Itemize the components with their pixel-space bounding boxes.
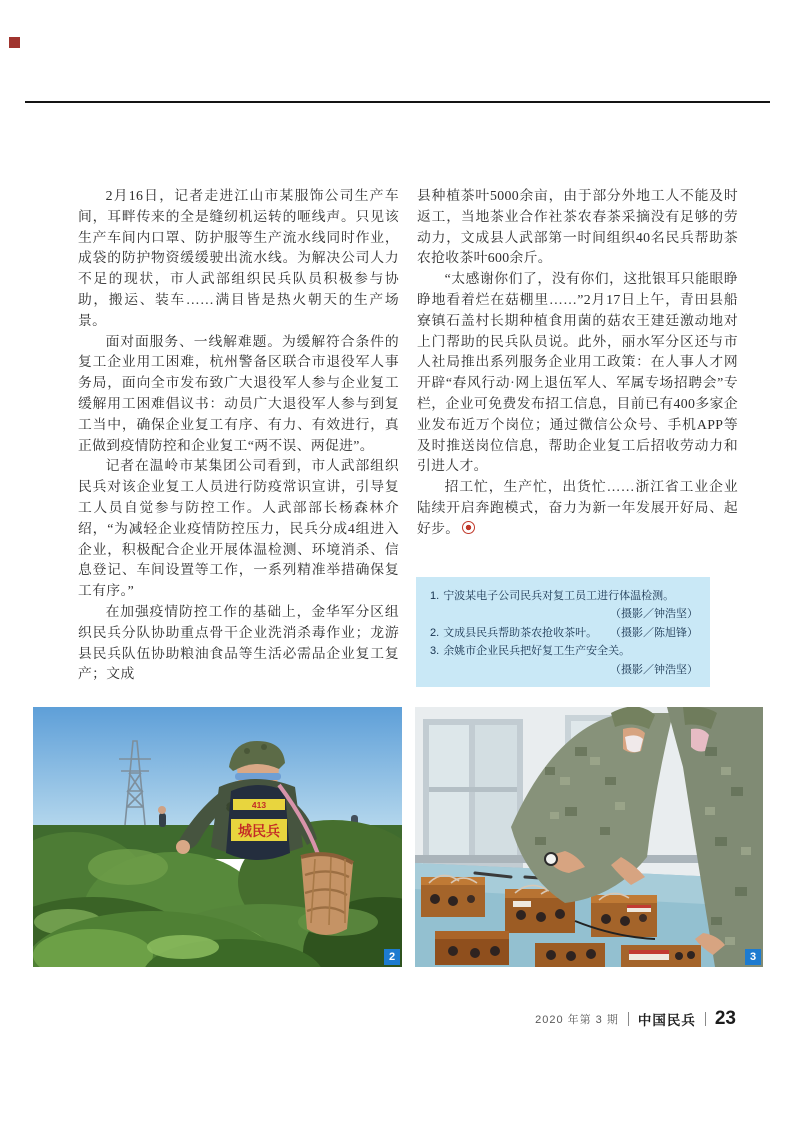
article-column-right [417, 186, 738, 540]
header-rule-line [25, 101, 770, 103]
footer-divider [628, 1012, 629, 1026]
paragraph: 面对面服务、一线解难题。为缓解符合条件的复工企业用工困难，杭州警备区联合市退役军人事务局，面向全市发布致广大退役军人参与企业复工缓解用工困难倡议书：动员广大退役军人参与到复工当中，确保企业复工有序、有力、有效进行，真正做到疫情防控和企业复工“两不误、两促进”。 [78, 333, 399, 453]
photo-equipment-check [415, 707, 763, 967]
wrist-watch [545, 853, 557, 865]
window-left [423, 719, 523, 869]
vest-number-text: 413 [251, 800, 267, 810]
article-column-left [78, 186, 399, 685]
closing-text: 招工忙，生产忙，出货忙……浙江省工业企业陆续开启奔跑模式，奋力为新一年发展开好局、起好步。 [417, 479, 738, 536]
face-mask [625, 735, 643, 752]
caption-text: 文成县民兵帮助茶农抢收茶叶。 [443, 626, 598, 639]
paragraph: 在加强疫情防控工作的基础上，金华军分区组织民兵分队协助重点骨干企业洗消杀毒作业；龙游县民兵队伍协助粮油食品等生活必需品企业复工复产；文成 [78, 603, 399, 682]
footer-issue: 2020 年第 3 期 [535, 1014, 619, 1026]
paragraph: “太感谢你们了，没有你们，这批银耳只能眼睁睁地看着烂在菇棚里……”2月17日上午，青田县船寮镇石盖村长期种植食用菌的菇农王建廷激动地对上门帮助的民兵队员说。此外，丽水军分区还与市人社局推出系列服务企业用工政策：在人事人才网开辟“春风行动·网上退伍军人、军属专场招聘会”专栏，企业可免费发布招工信息，目前已有400多家企业发布近万个岗位；通过微信公众号、手机APP等及时推送岗位信息，帮助企业复工后招收劳动力和引进人才。 [417, 271, 738, 474]
tea-field-illustration [33, 707, 402, 967]
caption-number: 3. [430, 645, 440, 658]
footer-divider [705, 1012, 706, 1026]
photo-number-badge: 2 [384, 949, 400, 965]
paragraph-closing [417, 477, 738, 539]
footer-page-number: 23 [714, 1008, 736, 1029]
caption-text: 余姚市企业民兵把好复工生产安全关。 [443, 645, 631, 658]
page-corner-red-square [9, 37, 20, 48]
paragraph: 记者在温岭市某集团公司看到，市人武部组织民兵对该企业复工人员进行防疫常识宣讲，引导复工人员自觉参与防控工作。人武部部长杨森林介绍，“为减轻企业疫情防控压力，民兵分成4组进入企业，积极配合企业开展体温检测、环境消杀、信息登记、车间设置等工作，一系列精准举措确保复工有序。” [78, 458, 399, 599]
wicker-basket [301, 854, 353, 935]
caption-number: 2. [430, 626, 440, 639]
photo-number-badge: 3 [745, 949, 761, 965]
caption-item [430, 642, 698, 679]
paragraph: 县种植茶叶5000余亩，由于部分外地工人不能及时返工，当地茶业合作社茶农春茶采摘没有足够的劳动力，文成县人武部第一时间组织40名民兵帮助茶农抢收茶叶600余斤。 [417, 188, 738, 266]
page-footer [535, 1008, 736, 1030]
workshop-illustration [415, 707, 763, 967]
caption-credit: （摄影／钟浩坚） [610, 608, 698, 621]
caption-item [430, 624, 698, 642]
photo-caption-box [416, 577, 710, 687]
vest-label-text: 城民兵 [238, 823, 280, 839]
footer-magazine-title: 中国民兵 [637, 1013, 696, 1028]
photo-tea-harvest [33, 707, 402, 967]
caption-text: 宁波某电子公司民兵对复工员工进行体温检测。 [443, 590, 675, 602]
paragraph: 2月16日，记者走进江山市某服饰公司生产车间，耳畔传来的全是缝纫机运转的咂线声。只见该生产车间内口罩、防护服等生产流水线同时作业，成袋的防护物资缓缓驶出流水线。为解决公司人力不足的现状，市人武部组织民兵队员积极参与协助，搬运、装车……满目皆是热火朝天的生产场景。 [78, 188, 399, 328]
caption-credit: （摄影／钟浩坚） [610, 663, 698, 676]
magazine-end-mark-icon [462, 521, 475, 534]
caption-credit: （摄影／陈旭锋） [610, 626, 698, 639]
caption-number: 1. [430, 590, 440, 602]
caption-item [430, 587, 698, 624]
